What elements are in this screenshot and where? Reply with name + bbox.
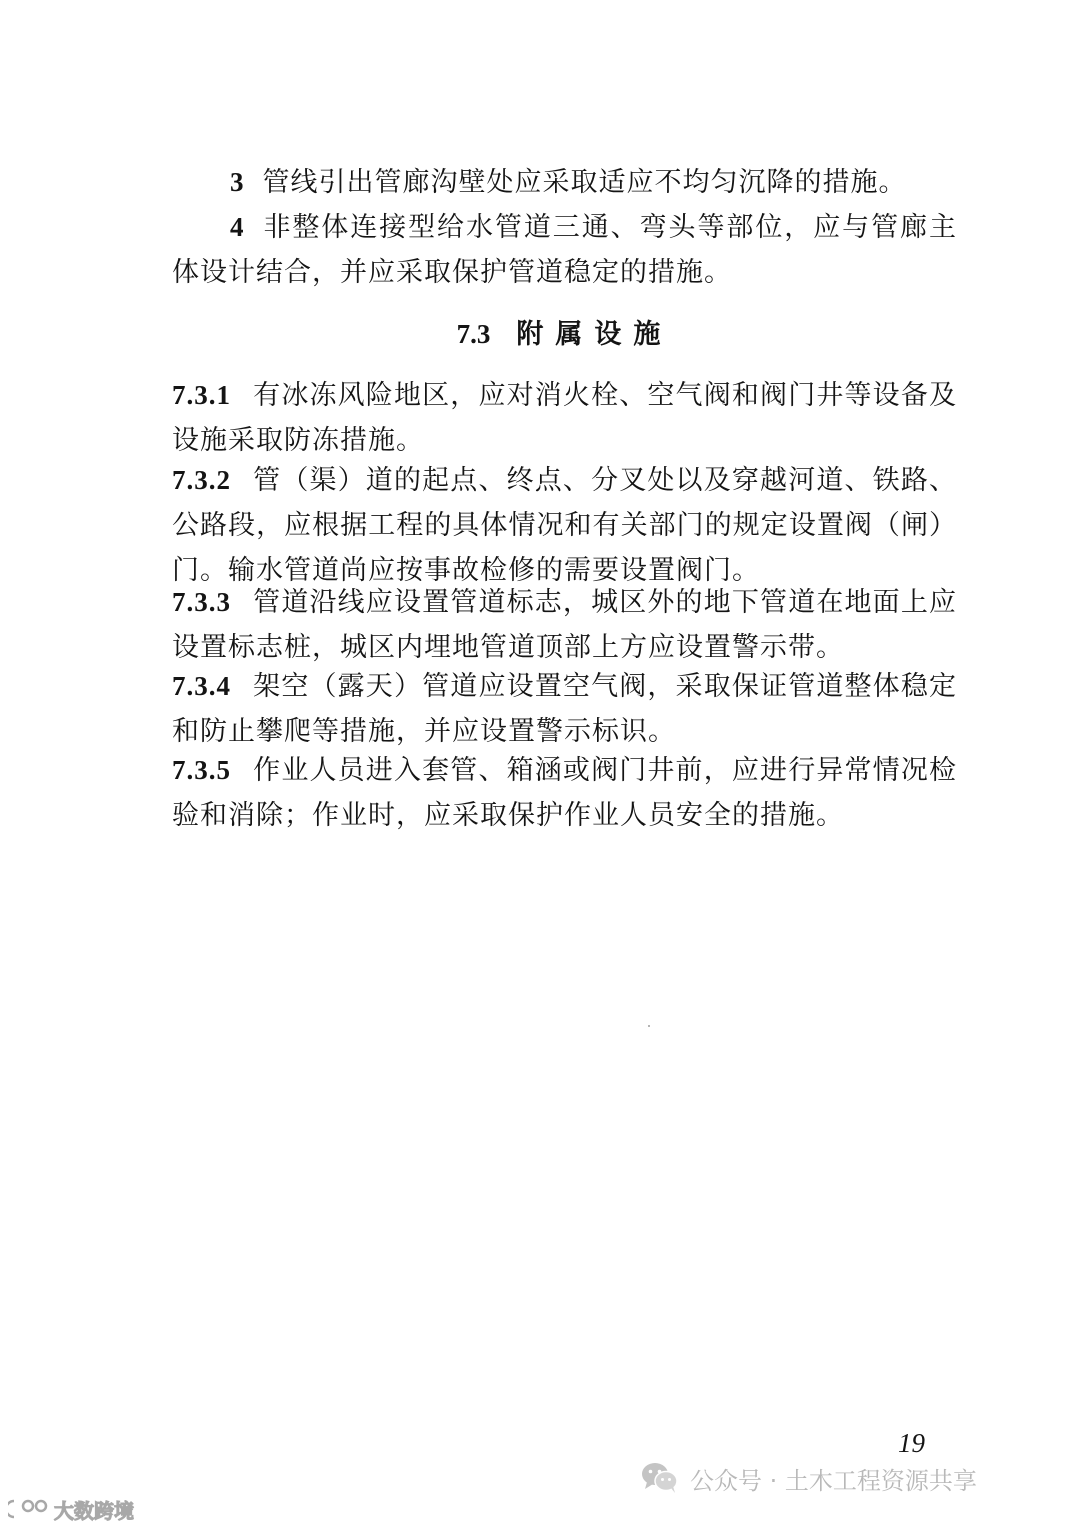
clause-number: 7.3.3 <box>172 587 231 617</box>
watermark-brand <box>8 1495 134 1523</box>
item-text: 非整体连接型给水管道三通、弯头等部位，应与管廊主体设计结合，并应采取保护管道稳定的措施。 <box>172 212 957 288</box>
clause-text: 管（渠）道的起点、终点、分叉处以及穿越河道、铁路、公路段，应根据工程的具体情况和有关部门的规定设置阀（闸）门。输水管道尚应按事故检修的需要设置阀门。 <box>172 465 957 586</box>
clause-7-3-3 <box>172 580 957 670</box>
page-number: 19 <box>898 1428 925 1458</box>
clause-number: 7.3.2 <box>172 465 231 495</box>
scan-speck <box>648 1025 650 1027</box>
section-title: 附属设施 <box>516 319 673 350</box>
item-text: 管线引出管廊沟壁处应采取适应不均匀沉降的措施。 <box>262 167 907 198</box>
wechat-icon <box>640 1461 680 1495</box>
clause-text: 有冰冻风险地区，应对消火栓、空气阀和阀门井等设备及设施采取防冻措施。 <box>172 380 957 456</box>
clause-number: 7.3.1 <box>172 380 231 410</box>
clause-number: 7.3.5 <box>172 755 231 785</box>
watermark-text: 公众号 · 土木工程资源共享 <box>690 1466 977 1495</box>
clause-text: 架空（露天）管道应设置空气阀，采取保证管道整体稳定和防止攀爬等措施，并应设置警示标识。 <box>172 671 957 747</box>
item-number: 4 <box>230 212 245 242</box>
clause-number: 7.3.4 <box>172 671 231 701</box>
section-heading <box>172 312 957 357</box>
logo-icon <box>8 1497 50 1521</box>
item-4 <box>172 205 957 295</box>
item-number: 3 <box>230 167 245 197</box>
watermark-official-account <box>640 1458 977 1498</box>
clause-7-3-2 <box>172 458 957 593</box>
clause-7-3-5 <box>172 748 957 838</box>
section-number: 7.3 <box>456 319 491 349</box>
clause-7-3-4 <box>172 664 957 754</box>
clause-7-3-1 <box>172 373 957 463</box>
clause-text: 作业人员进入套管、箱涵或阀门井前，应进行异常情况检验和消除；作业时，应采取保护作业人员安全的措施。 <box>172 755 957 831</box>
clause-text: 管道沿线应设置管道标志，城区外的地下管道在地面上应设置标志桩，城区内埋地管道顶部上方应设置警示带。 <box>172 587 957 663</box>
item-3 <box>172 160 957 205</box>
brand-text: 大数跨境 <box>54 1498 134 1523</box>
